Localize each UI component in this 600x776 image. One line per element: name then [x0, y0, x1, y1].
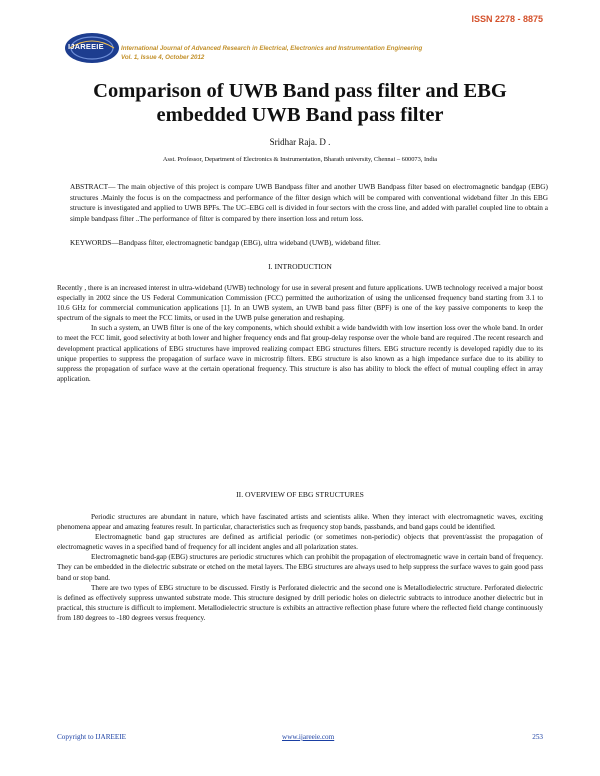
issn-number: ISSN 2278 - 8875 [471, 14, 543, 24]
footer-page-number: 253 [532, 733, 543, 741]
paragraph: Recently , there is an increased interest in ultra-wideband (UWB) technology for use in several present and future applications. UWB technology received a major boost especially in 2002 since the US Federal Communication Commission (FCC) permitted the authorization of using the unlicensed frequency band starting from 3.1 to 10.6 GHz for commercial communication applications [1]. In an UWB system, an UWB band pass filter (BPF) is one of the key passive components to keep the spectrum of the signals to meet the FCC limits, or used in the UWB pulse generation and reshaping. [57, 284, 543, 323]
paragraph: There are two types of EBG structure to be discussed. Firstly is Perforated dielectric and the second one is Metallodielectric structure. Perforated dielectric is defined as effectively suppress unwanted substrate mode. This structure designed by drill periodic holes on dielectric subtracts to introduce another dielectric but in practical, this structure is difficult to implement. Metallodielectric structure is exhibits an attractive reflection phase future where the reflected field change continuously from 180 degrees to -180 degrees versus frequency. [57, 583, 543, 622]
paragraph: Periodic structures are abundant in nature, which have fascinated artists and scientists alike. When they interact with electromagnetic waves, exciting phenomena appear and amazing features result. In particular, characteristics such as frequency stop bands, passbands, and band gaps could be identified. [57, 513, 543, 532]
journal-name: International Journal of Advanced Research in Electrical, Electronics and Instrumentation Engineering [121, 45, 423, 52]
introduction-body [57, 283, 543, 384]
paragraph: Electromagnetic band-gap (EBG) structures are periodic structures which can prohibit the propagation of electromagnetic wave in certain band of frequency. They can be embedded in the dielectric substrate or etched on the metal layers. The EBG structures are always used to help suppress the surface waves to gain good pass band or stop band. [57, 553, 543, 582]
footer-copyright: Copyright to IJAREEIE [57, 733, 127, 741]
title-line-2: embedded UWB Band pass filter [156, 104, 444, 126]
volume-info: Vol. 1, Issue 4, October 2012 [121, 54, 205, 61]
abstract: ABSTRACT— The main objective of this project is compare UWB Bandpass filter and another UWB Bandpass filter based on electromagnetic bandgap (EBG) structures .Mainly the focus is on the compactness and performance of the filter design which will be compared with conventional wideband filter .In this EBG structure is investigated and applied to UWB BPFs. The UC–EBG cell is divided in four sectors with the cross line, and added with parallel coupled line to obtain a simple bandpass filter ..The performance of filter is compared by there insertion loss and return loss. [70, 182, 548, 223]
author-name: Sridhar Raja. D . [269, 137, 331, 147]
title-line-1: Comparison of UWB Band pass filter and EBG [93, 80, 507, 102]
journal-header [121, 44, 541, 62]
footer-url-link[interactable]: www.ijareeie.com [282, 733, 335, 741]
section-heading-introduction: I. INTRODUCTION [268, 262, 332, 271]
paragraph: Electromagnetic band gap structures are defined as artificial periodic (or sometimes non-periodic) objects that prevent/assist the propagation of electromagnetic waves in a specified band of frequency for all incident angles and all polarization states. [57, 533, 543, 552]
paragraph: In such a system, an UWB filter is one of the key components, which should exhibit a wide bandwidth with low insertion loss over the whole band. In order to meet the FCC limit, good selectivity at both lower and higher frequency ends and flat group-delay response over the whole band are required .The recent research and development practical applications of EBG structures have improved realizing compact EBG structures filters. EBG structure recently is developed rapidly due to its unique properties to suppress the propagation of surface wave in microstrip filters. EBG structure is also known as a high impedance surface due to its ability to suppress the propagation of surface wave at the certain operational frequency. This structure is also has ability to block the effect of mutual coupling effect in array application. [57, 324, 543, 383]
journal-logo [64, 32, 120, 64]
ebg-overview-body [57, 512, 543, 623]
logo-text: IJAREEIE [68, 42, 104, 51]
keywords: KEYWORDS—Bandpass filter, electromagnetic bandgap (EBG), ultra wideband (UWB), wideband filter. [70, 238, 381, 247]
author-affiliation: Asst. Professor, Department of Electronics & Instrumentation, Bharath university, Chennai – 600073, India [162, 156, 438, 163]
section-heading-ebg-overview: II. OVERVIEW OF EBG STRUCTURES [236, 490, 364, 499]
paper-title [40, 79, 560, 127]
